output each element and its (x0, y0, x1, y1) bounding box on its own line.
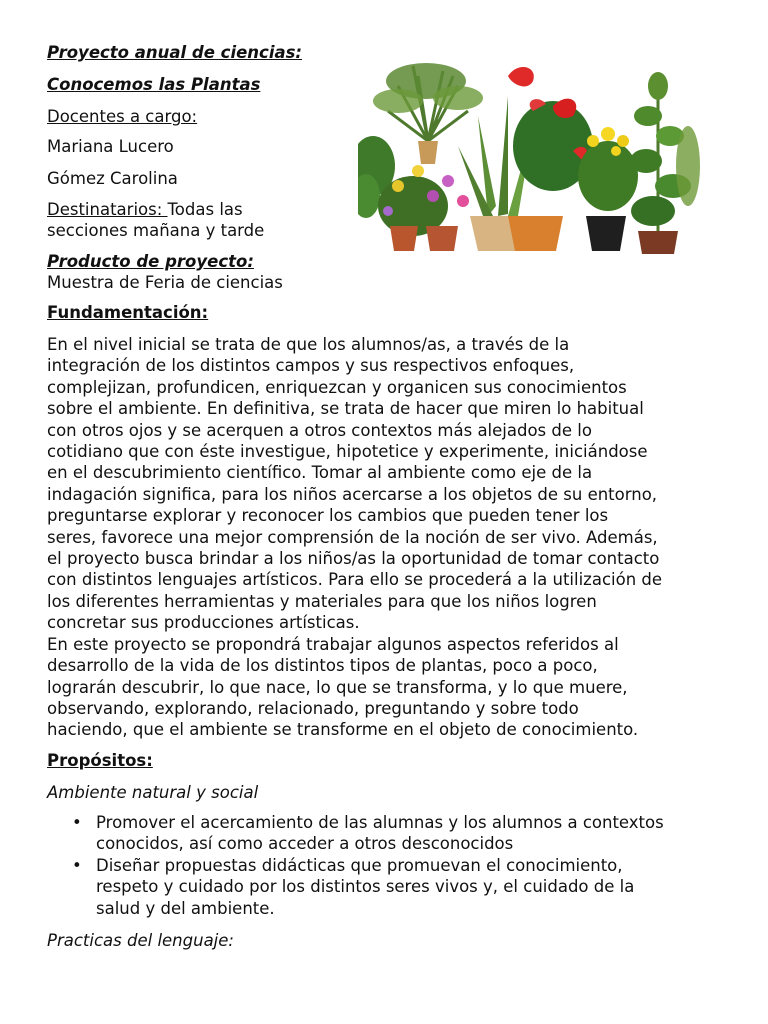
paragraph-line: En este proyecto se propondrá trabajar algunos aspectos referidos al (47, 634, 619, 654)
lenguaje-subheading: Practicas del lenguaje: (47, 931, 234, 950)
paragraph-line: desarrollo de la vida de los distintos tipos de plantas, poco a poco, (47, 656, 598, 676)
potted-plants-image (358, 56, 700, 256)
project-title: Proyecto anual de ciencias: (47, 43, 303, 62)
product-label: Producto de proyecto: (47, 252, 254, 271)
list-item-line: salud y del ambiente. (96, 898, 275, 918)
ambiente-subheading: Ambiente natural y social (47, 783, 259, 802)
teacher-name-2: Gómez Carolina (47, 169, 178, 188)
paragraph-line: En el nivel inicial se trata de que los alumnos/as, a través de la (47, 335, 570, 354)
bullet-icon: • (72, 813, 82, 832)
recipients-value-2: secciones mañana y tarde (47, 221, 265, 240)
paragraph-line: haciendo, que el ambiente se transforme en el objeto de conocimiento. (47, 720, 639, 740)
paragraph-line: sobre el ambiente. En definitiva, se trata de hacer que miren lo habitual (47, 399, 644, 419)
paragraph-line: integración de los distintos campos y sus respectivos enfoques, (47, 356, 575, 376)
propositos-list (47, 812, 737, 919)
propositos-heading: Propósitos: (47, 751, 153, 770)
list-item-line: respeto y cuidado por los distintos seres vivos y, el cuidado de la (96, 877, 635, 897)
paragraph-line: el proyecto busca brindar a los niños/as la oportunidad de tomar contacto (47, 549, 660, 569)
recipients-value-1: Todas las (167, 200, 243, 219)
paragraph-line: lograrán descubrir, lo que nace, lo que se transforma, y lo que muere, (47, 677, 628, 697)
list-item-line: conocidos, así como acceder a otros desconocidos (96, 834, 514, 854)
paragraph-line: los diferentes herramientas y materiales para que los niños logren (47, 591, 597, 611)
list-item (47, 812, 737, 855)
paragraph-line: cotidiano que con éste investigue, hipotetice y experimente, iniciándose (47, 442, 648, 462)
teacher-name-1: Mariana Lucero (47, 137, 174, 156)
paragraph-line: complejizan, profundicen, enriquezcan y organicen sus conocimientos (47, 377, 627, 397)
paragraph-line: seres, favorece una mejor comprensión de la noción de ser vivo. Además, (47, 527, 658, 547)
list-item-line: Diseñar propuestas didácticas que promuevan el conocimiento, (96, 855, 623, 875)
product-value: Muestra de Feria de ciencias (47, 273, 283, 292)
paragraph-line: en el descubrimiento científico. Tomar al ambiente como eje de la (47, 463, 593, 483)
teachers-label: Docentes a cargo: (47, 107, 198, 126)
paragraph-line: indagación significa, para los niños acercarse a los objetos de su entorno, (47, 484, 658, 504)
paragraph-line: con distintos lenguajes artísticos. Para ello se procederá a la utilización de (47, 570, 663, 590)
paragraph-line: concretar sus producciones artísticas. (47, 613, 360, 633)
project-subtitle: Conocemos las Plantas (47, 75, 261, 94)
recipients-line (47, 199, 243, 221)
list-item (47, 855, 737, 919)
fundamentacion-paragraph (47, 334, 727, 741)
paragraph-line: observando, explorando, relacionado, preguntando y sobre todo (47, 698, 579, 718)
list-item-line: Promover el acercamiento de las alumnas y los alumnos a contextos (96, 813, 664, 832)
paragraph-line: con otros ojos y se acerquen a otros contextos más alejados de lo (47, 420, 592, 440)
fundamentacion-heading: Fundamentación: (47, 303, 209, 322)
bullet-icon: • (72, 855, 82, 875)
recipients-label: Destinatarios: (47, 200, 168, 219)
paragraph-line: preguntarse explorar y reconocer los cambios que pueden tener los (47, 506, 609, 526)
